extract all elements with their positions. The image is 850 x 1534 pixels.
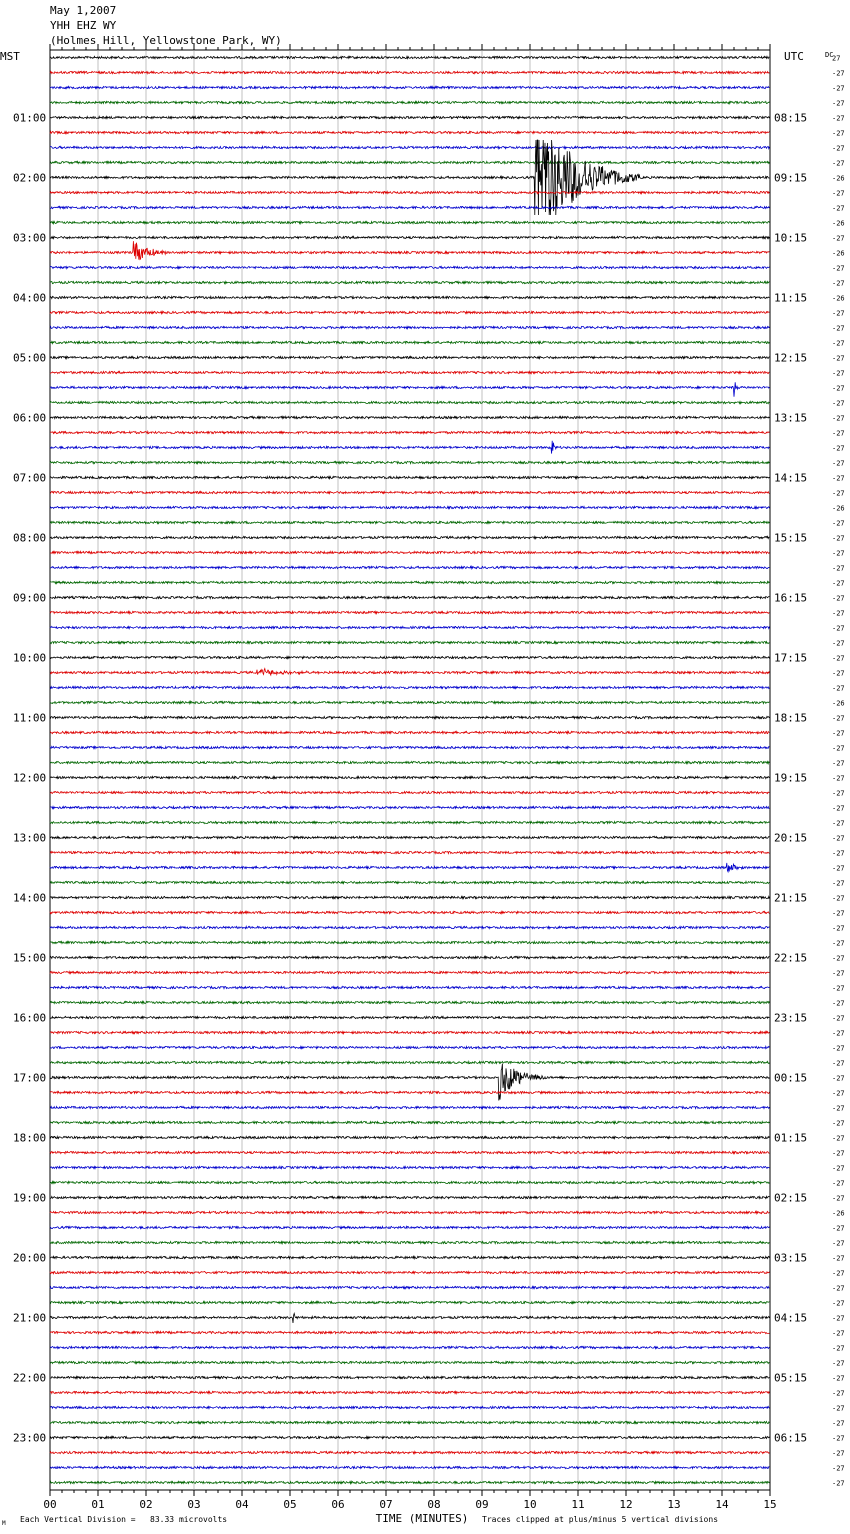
mst-hour-label: 20:00: [13, 1251, 47, 1265]
x-tick-label: 12: [619, 1498, 633, 1511]
trace-line: [50, 1436, 769, 1438]
trace-line: [50, 371, 769, 373]
dc-offset-label: -26: [832, 699, 845, 708]
corner-mark: M: [2, 1520, 6, 1527]
dc-offset-label: -27: [832, 864, 845, 873]
scale-note: Each Vertical Division = 83.33 microvolts: [20, 1515, 228, 1524]
trace-line: [50, 296, 769, 298]
trace-line: [50, 971, 769, 973]
dc-offset-label: -27: [832, 624, 845, 633]
utc-hour-label: 09:15: [774, 171, 808, 185]
utc-hour-label: 03:15: [774, 1251, 808, 1265]
trace-line: [50, 146, 769, 148]
dc-offset-label: -27: [832, 789, 845, 798]
dc-offset-label: -27: [832, 444, 845, 453]
utc-hour-label: 22:15: [774, 951, 808, 965]
dc-offset-label: -26: [832, 219, 845, 228]
dc-offset-label: -27: [832, 1134, 845, 1143]
trace-line: [50, 1241, 769, 1243]
dc-offset-label: -27: [832, 1254, 845, 1263]
dc-offset-label: -27: [832, 969, 845, 978]
utc-hour-label: 14:15: [774, 471, 808, 485]
trace-line: [50, 356, 769, 358]
dc-offset-label: -27: [832, 1089, 845, 1098]
dc-offset-label: -27: [832, 654, 845, 663]
dc-offset-label: -27: [832, 984, 845, 993]
dc-offset-label: -27: [832, 339, 845, 348]
trace-line: [50, 71, 769, 73]
trace-line: [50, 596, 769, 598]
dc-offset-label: -27: [832, 144, 845, 153]
dc-offset-label: -27: [832, 924, 845, 933]
mst-hour-label: 09:00: [13, 591, 47, 605]
trace-line: [50, 266, 769, 268]
mst-axis-title: MST: [0, 50, 20, 63]
trace-line: [50, 731, 769, 733]
dc-offset-label: -27: [832, 114, 845, 123]
trace-line: [50, 686, 769, 688]
trace-line: [50, 1481, 769, 1483]
dc-offset-label: -27: [832, 1149, 845, 1158]
dc-offset-label: -27: [832, 369, 845, 378]
dc-offset-label: -27: [832, 804, 845, 813]
trace-line: [50, 566, 769, 568]
dc-offset-label: -27: [832, 324, 845, 333]
dc-offset-label: -27: [832, 879, 845, 888]
trace-line: [50, 761, 769, 763]
x-tick-label: 09: [475, 1498, 489, 1511]
trace-line: [50, 1016, 769, 1018]
x-tick-label: 07: [379, 1498, 393, 1511]
trace-line: [50, 206, 769, 208]
utc-hour-label: 01:15: [774, 1131, 808, 1145]
trace-line: [50, 1301, 769, 1303]
dc-offset-label: -27: [832, 999, 845, 1008]
trace-line: [50, 506, 769, 508]
utc-hour-label: 06:15: [774, 1431, 808, 1445]
utc-hour-label: 04:15: [774, 1311, 808, 1325]
dc-offset-label: -27: [832, 1119, 845, 1128]
trace-line: [50, 1181, 769, 1183]
dc-offset-label: -27: [832, 99, 845, 108]
trace-line: [50, 611, 769, 613]
trace-line: [50, 86, 769, 88]
trace-line: [50, 1271, 769, 1273]
trace-line: [50, 191, 769, 193]
trace-line: [50, 701, 769, 703]
trace-line: [50, 626, 769, 628]
trace-line: [50, 221, 769, 223]
trace-line: [50, 551, 769, 553]
trace-line: [50, 836, 769, 838]
dc-offset-label: -27: [832, 819, 845, 828]
trace-line: [50, 491, 769, 493]
utc-hour-label: 23:15: [774, 1011, 808, 1025]
trace-line: [50, 896, 769, 898]
utc-hour-label: 13:15: [774, 411, 808, 425]
trace-line: [50, 476, 769, 478]
trace-line: [50, 791, 769, 793]
dc-offset-label: -27: [832, 519, 845, 528]
mst-hour-label: 01:00: [13, 111, 47, 125]
dc-offset-label: -27: [832, 564, 845, 573]
trace-line: [50, 1256, 769, 1258]
trace-line: [50, 1313, 769, 1323]
dc-offset-label: -27: [832, 954, 845, 963]
mst-hour-label: 19:00: [13, 1191, 47, 1205]
dc-offset-label: -27: [832, 534, 845, 543]
trace-line: [50, 281, 769, 283]
trace-line: [50, 1001, 769, 1003]
trace-line: [50, 1376, 769, 1378]
trace-line: [50, 326, 769, 328]
dc-offset-label: -27: [832, 939, 845, 948]
dc-offset-label: -27: [832, 1344, 845, 1353]
utc-hour-label: 00:15: [774, 1071, 808, 1085]
x-tick-label: 14: [715, 1498, 729, 1511]
dc-offset-label: -27: [832, 1239, 845, 1248]
dc-offset-label: -27: [832, 1164, 845, 1173]
dc-offset-label: -27: [832, 744, 845, 753]
mst-hour-label: 04:00: [13, 291, 47, 305]
dc-offset-label: -27: [832, 1419, 845, 1428]
dc-offset-label: -27: [832, 1224, 845, 1233]
trace-line: [50, 1211, 769, 1213]
header-location: (Holmes Hill, Yellowstone Park, WY): [50, 34, 282, 47]
dc-offset-label: -27: [832, 384, 845, 393]
utc-hour-label: 17:15: [774, 651, 808, 665]
dc-offset-label: -27: [832, 834, 845, 843]
trace-line: [50, 1106, 769, 1108]
mst-hour-label: 13:00: [13, 831, 47, 845]
trace-line: [50, 1406, 769, 1408]
trace-line: [50, 1286, 769, 1288]
dc-offset-label: -26: [832, 249, 845, 258]
dc-offset-label: -27: [832, 84, 845, 93]
trace-line: [50, 821, 769, 823]
trace-line: [50, 431, 769, 433]
dc-offset-label: -27: [832, 1299, 845, 1308]
dc-offset-label: -27: [832, 594, 845, 603]
dc-offset-label: -27: [832, 684, 845, 693]
trace-line: [50, 656, 769, 658]
utc-hour-label: 11:15: [774, 291, 808, 305]
trace-line: [50, 161, 769, 163]
dc-offset-label: -27: [832, 414, 845, 423]
mst-hour-label: 06:00: [13, 411, 47, 425]
clip-note: Traces clipped at plus/minus 5 vertical divisions: [482, 1515, 719, 1524]
trace-line: [50, 1046, 769, 1048]
trace-line: [50, 461, 769, 463]
x-tick-label: 01: [91, 1498, 105, 1511]
dc-offset-label: -26: [832, 174, 845, 183]
trace-line: [50, 1331, 769, 1333]
dc-offset-label: -27: [832, 1044, 845, 1053]
trace-line: [50, 131, 769, 133]
trace-line: [50, 341, 769, 343]
mst-hour-label: 22:00: [13, 1371, 47, 1385]
dc-offset-label: -27: [832, 729, 845, 738]
trace-line: [50, 806, 769, 808]
dc-offset-label: -27: [832, 1389, 845, 1398]
trace-line: [50, 382, 769, 396]
utc-hour-label: 10:15: [774, 231, 808, 245]
mst-hour-label: 18:00: [13, 1131, 47, 1145]
trace-line: [50, 401, 769, 403]
dc-offset-label: -27: [832, 669, 845, 678]
trace-line: [50, 1121, 769, 1123]
trace-line: [50, 416, 769, 418]
dc-offset-label: -27: [832, 204, 845, 213]
dc-offset-label: -27: [832, 1104, 845, 1113]
mst-hour-label: 21:00: [13, 1311, 47, 1325]
dc-offset-label: -27: [832, 1479, 845, 1488]
utc-hour-label: 15:15: [774, 531, 808, 545]
trace-line: [50, 956, 769, 958]
dc-offset-label: -27: [832, 159, 845, 168]
dc-offset-label: -27: [832, 549, 845, 558]
mst-hour-label: 02:00: [13, 171, 47, 185]
mst-hour-label: 17:00: [13, 1071, 47, 1085]
trace-line: [50, 941, 769, 943]
dc-offset-label: -27: [832, 1059, 845, 1068]
dc-offset-label: 27: [832, 54, 841, 63]
x-tick-label: 03: [187, 1498, 201, 1511]
dc-offset-label: -27: [832, 894, 845, 903]
x-tick-label: 06: [331, 1498, 345, 1511]
trace-line: [50, 641, 769, 643]
trace-line: [50, 536, 769, 538]
trace-line: [50, 1421, 769, 1423]
x-tick-label: 11: [571, 1498, 585, 1511]
trace-line: [50, 1466, 769, 1468]
dc-offset-label: -27: [832, 1194, 845, 1203]
dc-offset-label: -27: [832, 639, 845, 648]
mst-hour-label: 05:00: [13, 351, 47, 365]
mst-hour-label: 23:00: [13, 1431, 47, 1445]
mst-hour-label: 15:00: [13, 951, 47, 965]
dc-offset-label: -27: [832, 489, 845, 498]
dc-offset-label: -27: [832, 1374, 845, 1383]
utc-hour-label: 18:15: [774, 711, 808, 725]
trace-line: [50, 101, 769, 103]
dc-offset-label: -27: [832, 909, 845, 918]
trace-line: [50, 241, 769, 259]
dc-offset-label: -27: [832, 69, 845, 78]
dc-offset-label: -27: [832, 1434, 845, 1443]
trace-line: [50, 1064, 769, 1101]
dc-offset-label: -27: [832, 459, 845, 468]
trace-line: [50, 776, 769, 778]
trace-line: [50, 441, 769, 454]
plot-frame: [50, 50, 770, 1490]
dc-offset-label: -27: [832, 714, 845, 723]
dc-offset-label: -27: [832, 849, 845, 858]
trace-line: [50, 1166, 769, 1168]
trace-line: [50, 1196, 769, 1198]
mst-hour-label: 03:00: [13, 231, 47, 245]
dc-offset-label: -27: [832, 1284, 845, 1293]
trace-line: [50, 986, 769, 988]
dc-offset-label: -27: [832, 1464, 845, 1473]
trace-line: [50, 1361, 769, 1363]
trace-line: [50, 1226, 769, 1228]
trace-line: [50, 1346, 769, 1348]
x-tick-label: 00: [43, 1498, 57, 1511]
dc-offset-label: -26: [832, 504, 845, 513]
utc-hour-label: 21:15: [774, 891, 808, 905]
utc-hour-label: 02:15: [774, 1191, 808, 1205]
dc-offset-label: -27: [832, 1074, 845, 1083]
trace-line: [50, 746, 769, 748]
trace-line: [50, 116, 769, 118]
dc-offset-label: -27: [832, 759, 845, 768]
trace-line: [50, 851, 769, 853]
trace-line: [50, 926, 769, 928]
trace-line: [50, 1136, 769, 1138]
x-tick-label: 13: [667, 1498, 681, 1511]
trace-line: [50, 140, 769, 215]
trace-line: [50, 863, 769, 872]
utc-hour-label: 16:15: [774, 591, 808, 605]
header-station: YHH EHZ WY: [50, 19, 117, 32]
dc-offset-label: -27: [832, 1014, 845, 1023]
mst-hour-label: 11:00: [13, 711, 47, 725]
trace-line: [50, 1451, 769, 1453]
utc-hour-label: 05:15: [774, 1371, 808, 1385]
dc-offset-label: -27: [832, 1404, 845, 1413]
x-axis-label: TIME (MINUTES): [375, 1512, 469, 1525]
trace-line: [50, 669, 769, 676]
x-tick-label: 15: [763, 1498, 777, 1511]
mst-hour-label: 07:00: [13, 471, 47, 485]
x-tick-label: 05: [283, 1498, 297, 1511]
mst-hour-label: 16:00: [13, 1011, 47, 1025]
trace-line: [50, 1091, 769, 1093]
dc-offset-label: -27: [832, 1359, 845, 1368]
x-tick-label: 04: [235, 1498, 249, 1511]
trace-line: [50, 236, 769, 238]
dc-offset-label: -26: [832, 1209, 845, 1218]
dc-offset-label: -27: [832, 234, 845, 243]
dc-offset-label: -27: [832, 1314, 845, 1323]
trace-line: [50, 581, 769, 583]
dc-offset-label: -27: [832, 129, 845, 138]
mst-hour-label: 08:00: [13, 531, 47, 545]
mst-hour-label: 12:00: [13, 771, 47, 785]
dc-offset-label: -27: [832, 354, 845, 363]
trace-line: [50, 1391, 769, 1393]
trace-line: [50, 311, 769, 313]
utc-hour-label: 19:15: [774, 771, 808, 785]
dc-column-title: DC: [825, 51, 834, 59]
dc-offset-label: -27: [832, 429, 845, 438]
dc-offset-label: -27: [832, 309, 845, 318]
dc-offset-label: -26: [832, 294, 845, 303]
dc-offset-label: -27: [832, 474, 845, 483]
dc-offset-label: -27: [832, 1449, 845, 1458]
trace-line: [50, 1151, 769, 1153]
trace-line: [50, 56, 769, 58]
x-tick-label: 10: [523, 1498, 537, 1511]
utc-hour-label: 08:15: [774, 111, 808, 125]
dc-offset-label: -27: [832, 774, 845, 783]
mst-hour-label: 10:00: [13, 651, 47, 665]
trace-line: [50, 881, 769, 883]
dc-offset-label: -27: [832, 1179, 845, 1188]
dc-offset-label: -27: [832, 264, 845, 273]
trace-line: [50, 716, 769, 718]
x-tick-label: 08: [427, 1498, 441, 1511]
dc-offset-label: -27: [832, 579, 845, 588]
header-date: May 1,2007: [50, 4, 117, 17]
x-tick-label: 02: [139, 1498, 153, 1511]
dc-offset-label: -27: [832, 609, 845, 618]
dc-offset-label: -27: [832, 1029, 845, 1038]
utc-axis-title: UTC: [784, 50, 804, 63]
trace-line: [50, 1061, 769, 1063]
dc-offset-label: -27: [832, 1269, 845, 1278]
dc-offset-label: -27: [832, 189, 845, 198]
trace-line: [50, 521, 769, 523]
trace-line: [50, 911, 769, 913]
dc-offset-label: -27: [832, 279, 845, 288]
utc-hour-label: 12:15: [774, 351, 808, 365]
trace-line: [50, 1031, 769, 1033]
mst-hour-label: 14:00: [13, 891, 47, 905]
utc-hour-label: 20:15: [774, 831, 808, 845]
dc-offset-label: -27: [832, 399, 845, 408]
dc-offset-label: -27: [832, 1329, 845, 1338]
